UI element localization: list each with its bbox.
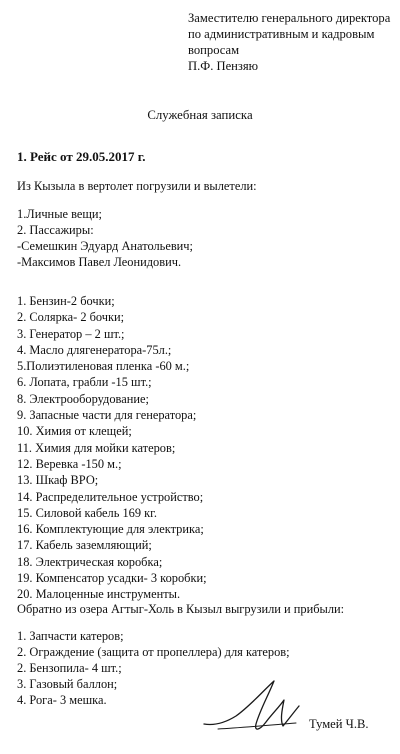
outbound-cargo-item: 13. Шкаф ВРО; [17, 473, 99, 488]
outbound-people-item: -Максимов Павел Леонидович. [17, 255, 182, 269]
addressee-line: Заместителю генерального директора [188, 11, 391, 25]
signer-name: Тумей Ч.В. [309, 717, 369, 731]
return-cargo-item: 1. Запчасти катеров; [17, 629, 124, 643]
return-cargo-item: 4. Рога- 3 мешка. [17, 693, 107, 707]
outbound-cargo-list [17, 293, 207, 603]
addressee-line: вопросам [188, 43, 240, 57]
outbound-cargo-item: 8. Электрооборудование; [17, 391, 149, 406]
addressee-line: по административным и кадровым [188, 27, 375, 41]
outbound-people-item: -Семешкин Эдуард Анатольевич; [17, 239, 193, 253]
outbound-cargo-item: 1. Бензин-2 бочки; [17, 294, 115, 308]
return-cargo-item: 2. Бензопила- 4 шт.; [17, 661, 122, 675]
outbound-cargo-item: 3. Генератор – 2 шт.; [17, 326, 125, 341]
outbound-intro: Из Кызыла в вертолет погрузили и вылетели: [17, 179, 257, 193]
addressee-line: П.Ф. Пензяю [188, 59, 259, 73]
outbound-cargo-item: 17. Кабель заземляющий; [17, 538, 152, 553]
outbound-people-item: 1.Личные вещи; [17, 207, 103, 221]
outbound-cargo-item: 16. Комплектующие для электрика; [17, 522, 204, 537]
addressee-block [188, 10, 396, 74]
return-intro: Обратно из озера Агтыг-Холь в Кызыл выгрузили и прибыли: [17, 602, 345, 616]
outbound-cargo-item: 10. Химия от клещей; [17, 424, 132, 439]
outbound-cargo-item: 2. Солярка- 2 бочки; [17, 310, 125, 325]
outbound-cargo-item: 15. Силовой кабель 169 кг. [17, 505, 157, 520]
outbound-people-list [17, 206, 193, 270]
return-cargo-item: 2. Ограждение (защита от пропеллера) для катеров; [17, 645, 290, 659]
outbound-cargo-item: 4. Масло длягенератора-75л.; [17, 342, 172, 357]
outbound-cargo-item: 19. Компенсатор усадки- 3 коробки; [17, 571, 207, 586]
document-title: Служебная записка [147, 108, 253, 122]
return-cargo-item: 3. Газовый баллон; [17, 677, 118, 691]
outbound-cargo-item: 11. Химия для мойки катеров; [17, 440, 176, 455]
outbound-cargo-item: 20. Малоценные инструменты. [17, 587, 181, 602]
outbound-cargo-item: 18. Электрическая коробка; [17, 554, 163, 569]
flight-heading: 1. Рейс от 29.05.2017 г. [17, 149, 146, 164]
signature-scribble [198, 676, 304, 738]
outbound-cargo-item: 14. Распределительное устройство; [17, 489, 204, 504]
outbound-cargo-item: 9. Запасные части для генератора; [17, 408, 197, 423]
outbound-cargo-item: 12. Веревка -150 м.; [17, 456, 122, 471]
outbound-cargo-item: 6. Лопата, грабли -15 шт.; [17, 375, 152, 390]
outbound-cargo-item: 5.Полиэтиленовая пленка -60 м.; [17, 359, 190, 374]
outbound-people-item: 2. Пассажиры: [17, 223, 94, 237]
